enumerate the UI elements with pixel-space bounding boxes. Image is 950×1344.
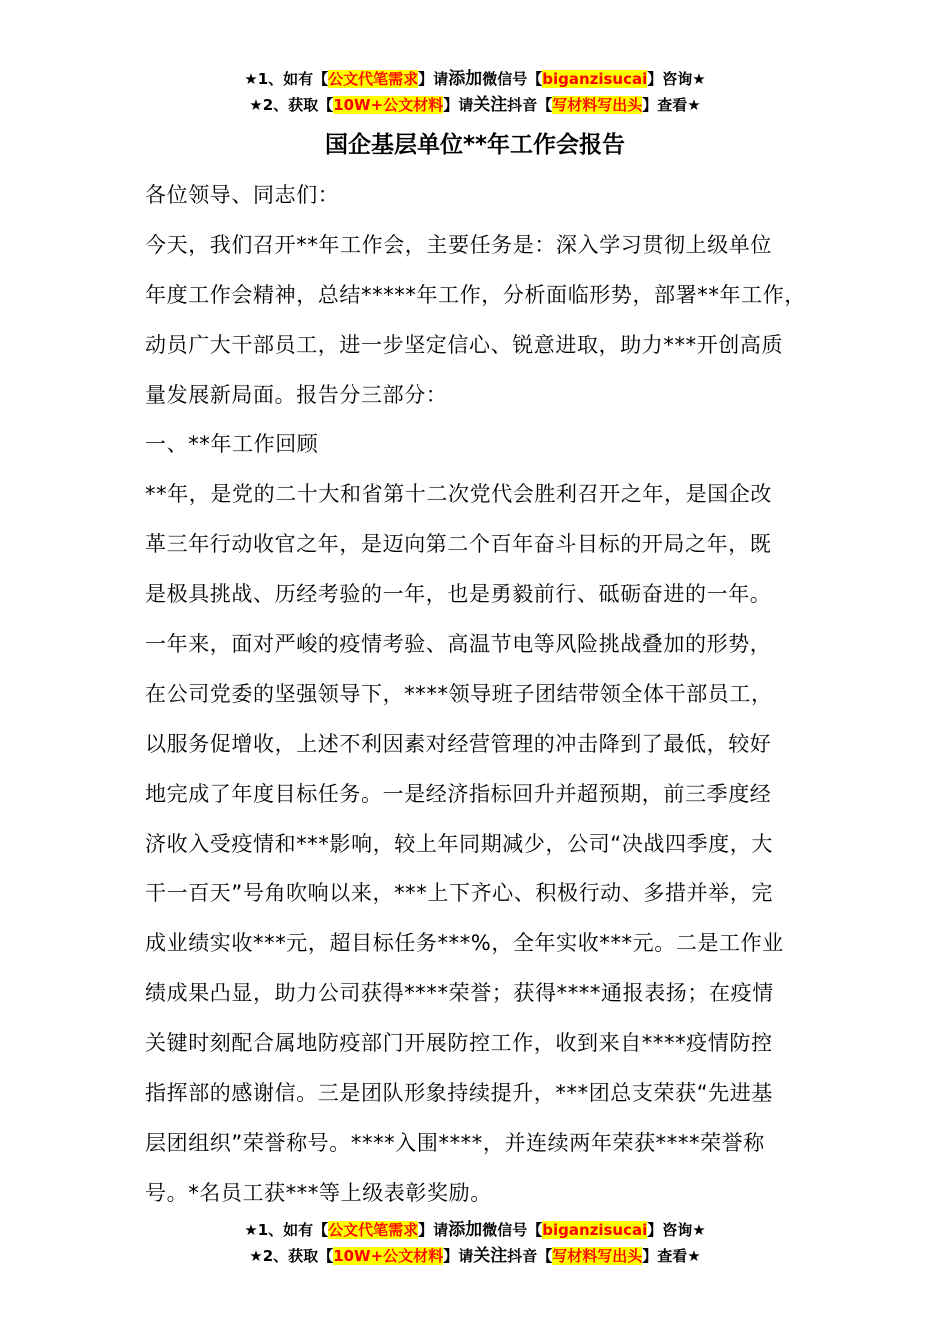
header-promo-banner [0,66,950,118]
paragraph-line: 在公司党委的坚强领导下，****领导班子团结带领全体干部员工， [145,681,773,706]
promo-text: 】请 [443,1247,474,1265]
promo-line-1 [0,1217,950,1243]
promo-text: 】咨询★ [647,1221,706,1239]
promo-highlight: 10W+公文材料 [333,96,444,114]
promo-text: 微信号【 [482,70,543,88]
paragraph-line: 年度工作会精神，总结*****年工作，分析面临形势，部署**年工作， [145,282,806,307]
promo-text: ★1、如有【 [244,1221,329,1239]
promo-highlight: 公文代笔需求 [328,70,419,88]
paragraph-line: 革三年行动收官之年，是迈向第二个百年奋斗目标的开局之年，既 [145,532,772,557]
paragraph-line: **年，是党的二十大和省第十二次党代会胜利召开之年，是国企改 [145,482,772,507]
promo-text: 】请 [443,96,474,114]
promo-text: 】请 [418,70,449,88]
promo-text: 抖音【 [507,1247,553,1265]
paragraph-line: 干一百天”号角吹响以来，***上下齐心、积极行动、多措并举，完 [145,881,773,906]
paragraph-line: 动员广大干部员工，进一步坚定信心、锐意进取，助力***开创高质 [145,332,784,357]
promo-line-2 [0,1243,950,1269]
promo-text: ★2、获取【 [249,1247,334,1265]
paragraph-line: 成业绩实收***元，超目标任务***%，全年实收***元。二是工作业 [145,931,784,956]
promo-douyin-id: 写材料写出头 [552,1247,643,1265]
section-heading: 一、**年工作回顾 [145,432,319,457]
paragraph-line: 绩成果凸显，助力公司获得****荣誉；获得****通报表扬；在疫情 [145,981,774,1006]
promo-text: ★1、如有【 [244,70,329,88]
promo-emphasis: 添加 [448,1220,483,1240]
promo-emphasis: 关注 [473,1246,508,1266]
footer-promo-banner [0,1217,950,1269]
paragraph-line: 关键时刻配合属地防疫部门开展防控工作，收到来自****疫情防控 [145,1031,773,1056]
promo-emphasis: 关注 [473,95,508,115]
paragraph-line: 一年来，面对严峻的疫情考验、高温节电等风险挑战叠加的形势， [145,632,772,657]
promo-line-2 [0,92,950,118]
promo-text: 】查看★ [642,1247,701,1265]
promo-text: 微信号【 [482,1221,543,1239]
promo-text: 】查看★ [642,96,701,114]
paragraph-line: 指挥部的感谢信。三是团队形象持续提升，***团总支荣获“先进基 [145,1081,773,1106]
promo-text: 抖音【 [507,96,553,114]
promo-emphasis: 添加 [448,69,483,89]
promo-text: ★2、获取【 [249,96,334,114]
paragraph-line: 济收入受疫情和***影响，较上年同期减少，公司“决战四季度，大 [145,831,773,856]
paragraph-line: 是极具挑战、历经考验的一年，也是勇毅前行、砥砺奋进的一年。 [145,582,772,607]
salutation-line: 各位领导、同志们： [145,183,340,207]
promo-line-1 [0,66,950,92]
paragraph-line: 地完成了年度目标任务。一是经济指标回升并超预期，前三季度经 [145,781,772,806]
document-title: 国企基层单位**年工作会报告 [324,132,626,158]
paragraph-line: 今天，我们召开**年工作会，主要任务是：深入学习贯彻上级单位 [145,232,772,257]
paragraph-line: 号。*名员工获***等上级表彰奖励。 [145,1180,492,1205]
paragraph-line: 量发展新局面。报告分三部分： [145,382,448,407]
promo-douyin-id: 写材料写出头 [552,96,643,114]
promo-wechat-id: biganzisucai [542,1221,648,1239]
document-body [145,171,809,1219]
paragraph-line: 以服务促增收，上述不利因素对经营管理的冲击降到了最低，较好 [145,731,772,756]
promo-text: 】请 [418,1221,449,1239]
paragraph-line: 层团组织”荣誉称号。****入围****，并连续两年荣获****荣誉称 [145,1130,765,1155]
promo-highlight: 10W+公文材料 [333,1247,444,1265]
promo-text: 】咨询★ [647,70,706,88]
promo-highlight: 公文代笔需求 [328,1221,419,1239]
promo-wechat-id: biganzisucai [542,70,648,88]
